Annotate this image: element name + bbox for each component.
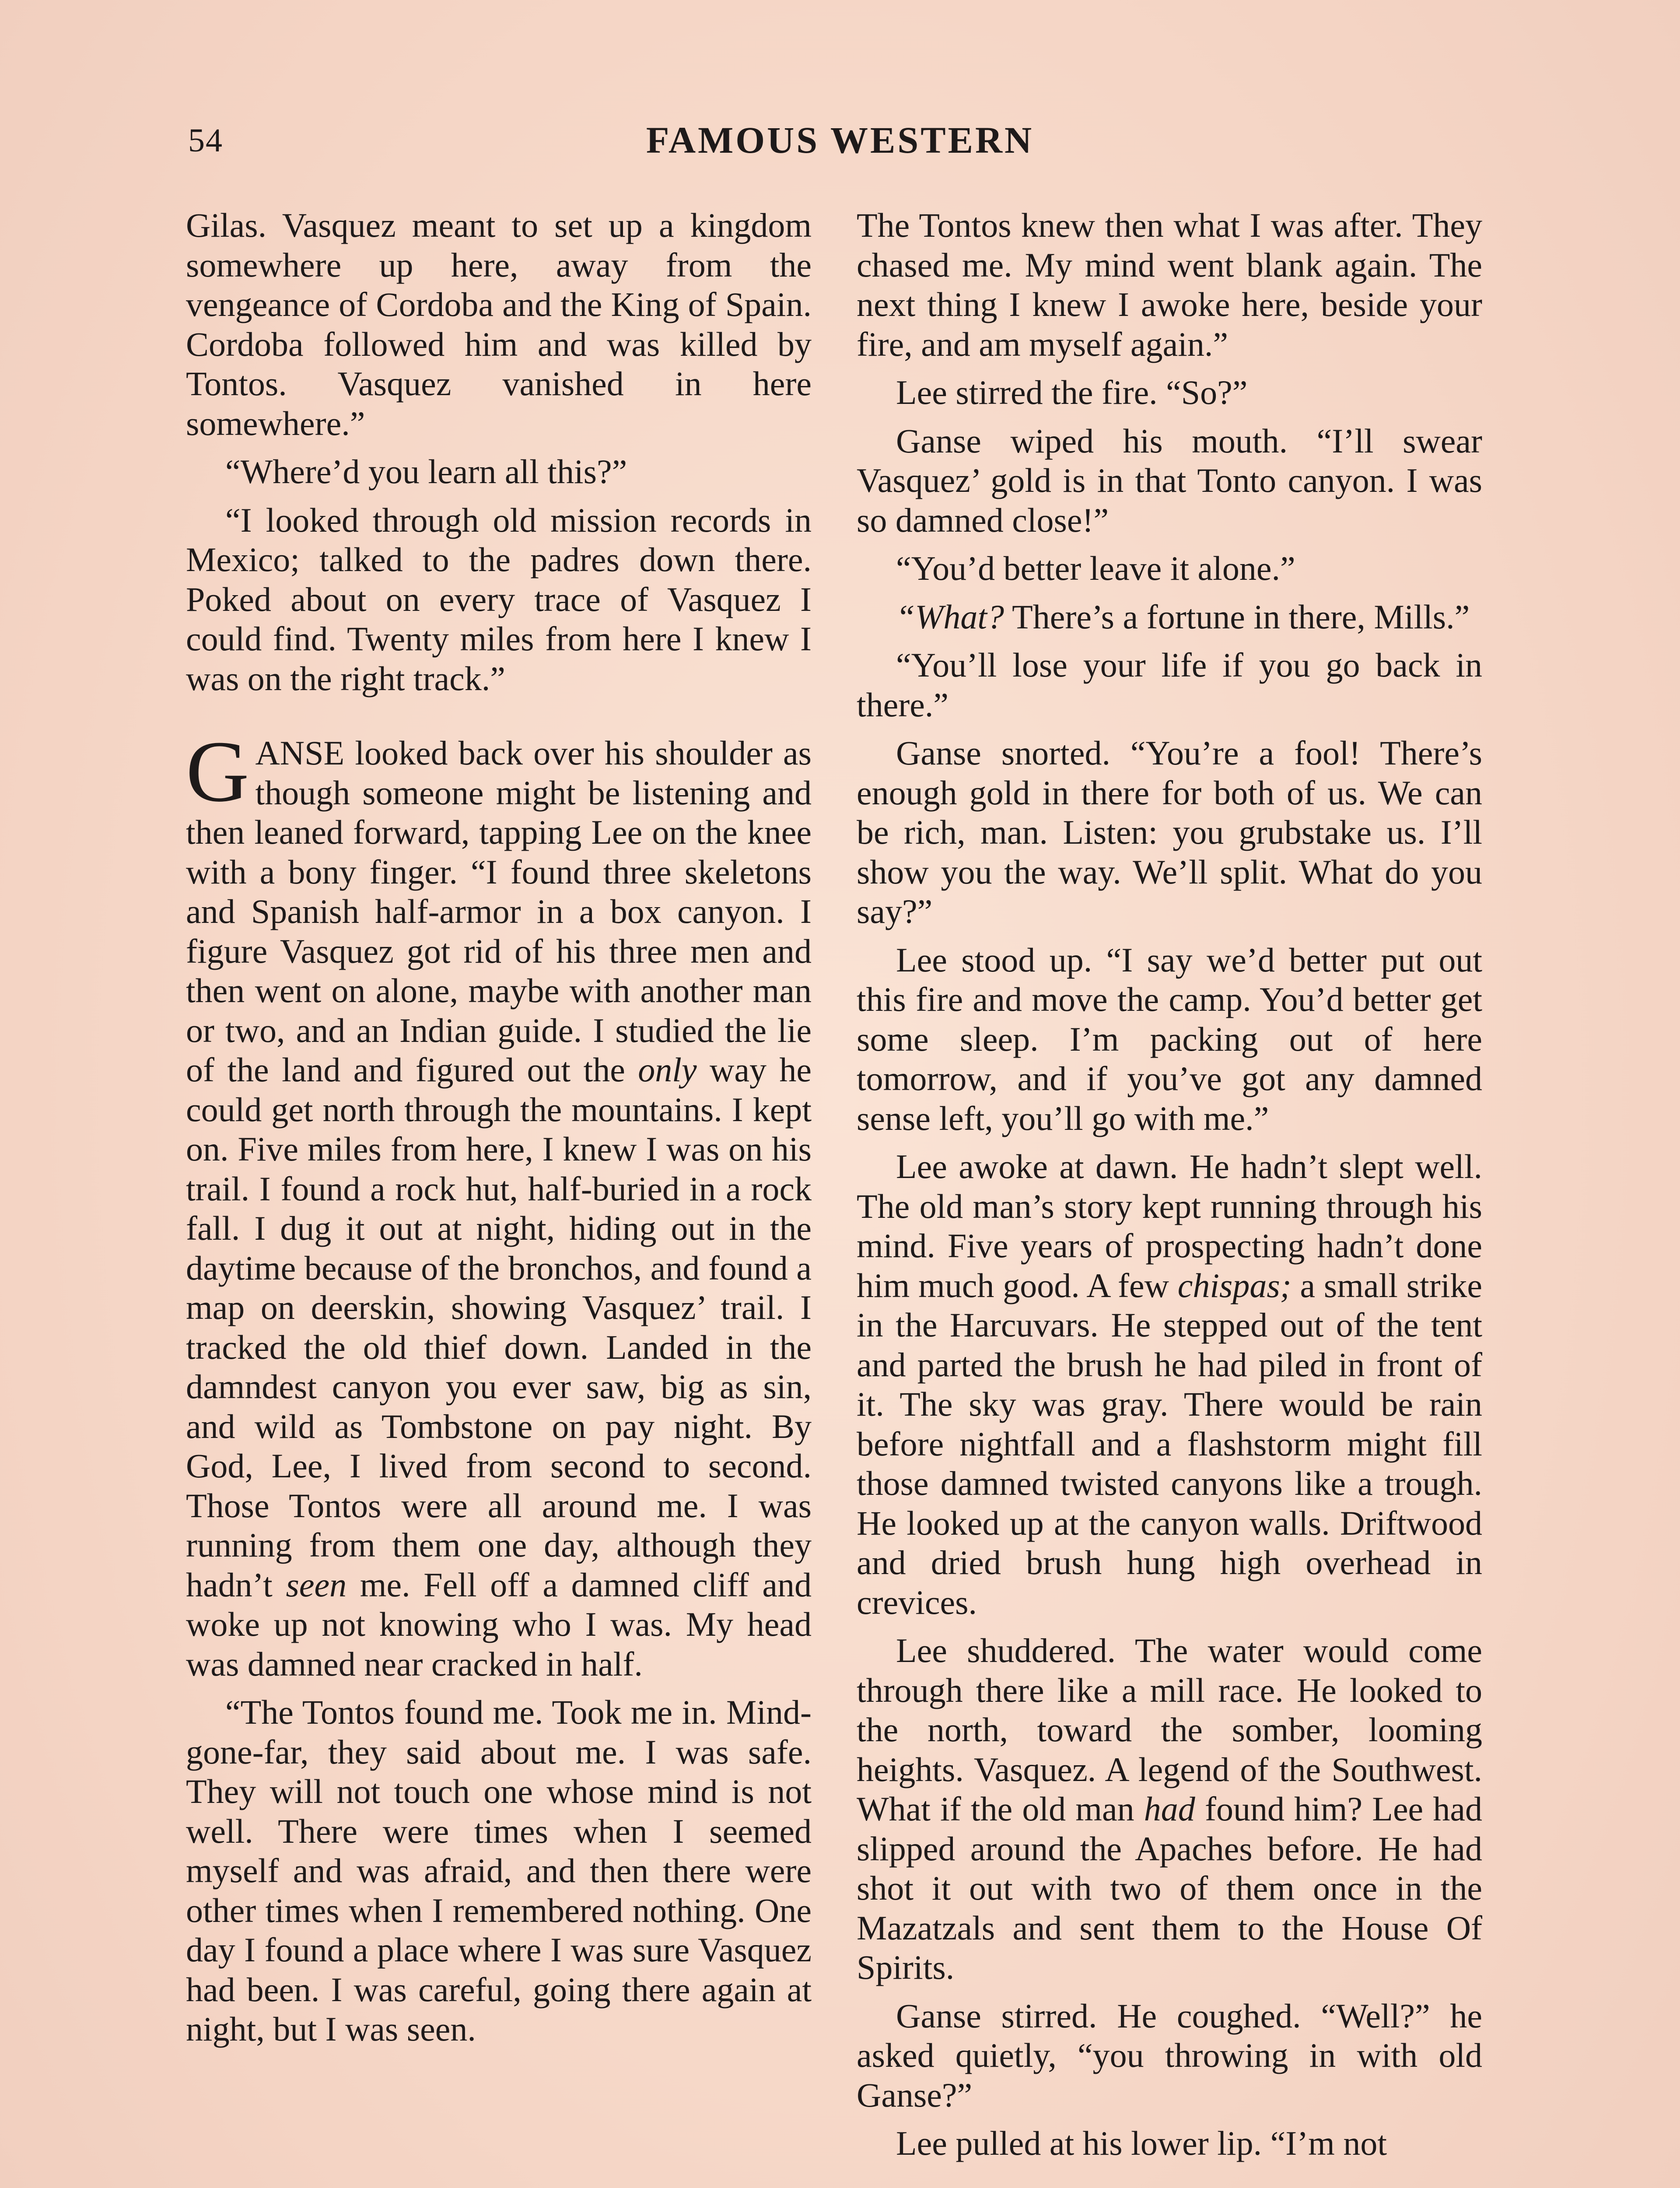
paragraph: [857, 1147, 1482, 1622]
text-run: There’s a fortune in there, Mills.”: [1004, 597, 1470, 636]
emphasis: chispas;: [1177, 1266, 1292, 1304]
drop-cap: G: [186, 723, 249, 820]
text-run: a small strike in the Harcuvars. He stepped out of the tent and parted the brush he had piled in front of it. The sky was gray. There would be rain before nightfall and a flashstorm might fill those damned twisted canyons like a trough. He looked up at the canyon walls. Driftwood and dried brush hung high overhead in crevices.: [857, 1266, 1482, 1621]
paragraph: Ganse snorted. “You’re a fool! There’s enough gold in there for both of us. We can be rich, man. Listen: you grubstake us. I’ll show you the way. We’ll split. What do you say?”: [857, 734, 1482, 930]
paragraph: “Where’d you learn all this?”: [225, 452, 627, 491]
right-column: [857, 206, 1482, 2172]
emphasis: had: [1144, 1790, 1195, 1828]
paragraph: Gilas. Vasquez meant to set up a kingdom somewhere up here, away from the vengeance of Cordoba and the King of Spain. Cordoba followed him and was killed by Tontos. Vasquez vanished in here somewhere.”: [186, 206, 812, 442]
paragraph: Lee stood up. “I say we’d better put out this fire and move the camp. You’d better get some sleep. I’m packing out of here tomorrow, and if you’ve got any damned sense left, you’ll go with me.”: [857, 940, 1482, 1137]
text-run: looked back over his shoulder as though someone might be listening and then leaned forward, tapping Lee on the knee with a bony finger. “I found three skeletons and Spanish half-armor in a box canyon. I figure Vasquez got rid of his three men and then went on alone, maybe with another man or two, and an Indian guide. I studied the lie of the land and figured out the: [186, 734, 812, 1089]
text-run: way he could get north through the mountains. I kept on. Five miles from here, I knew I was on his trail. I found a rock hut, half-buried in a rock fall. I dug it out at night, hiding out in the daytime because of the bronchos, and found a map on deerskin, showing Vasquez’ trail. I tracked the old thief down. Landed in the damndest canyon you ever saw, big as sin, and wild as Tombstone on pay night. By God, Lee, I lived from second to second. Those Tontos were all around me. I was running from them one day, although they hadn’t: [186, 1051, 812, 1604]
text-run: Lee shuddered. The water would come through there like a mill race. He looked to the north, toward the somber, looming heights. Vasquez. A legend of the Southwest. What if the old man: [857, 1631, 1482, 1828]
left-column: [186, 206, 812, 2058]
page-number: 54: [188, 122, 223, 159]
running-head: FAMOUS WESTERN: [646, 119, 1034, 161]
paragraph: Ganse wiped his mouth. “I’ll swear Vasquez’ gold is in that Tonto canyon. I was so damned close!”: [857, 421, 1482, 539]
paragraph: Lee stirred the fire. “So?”: [896, 373, 1248, 411]
text-run: found him? Lee had slipped around the Apaches before. He had shot it out with two of them once in the Mazatzals and sent them to the House Of Spirits.: [857, 1790, 1482, 1986]
paragraph: Lee pulled at his lower lip. “I’m not: [896, 2124, 1387, 2162]
paragraph: The Tontos knew then what I was after. They chased me. My mind went blank again. The next thing I knew I awoke here, beside your fire, and am myself again.”: [857, 206, 1482, 363]
text-run: me. Fell off a damned cliff and woke up not knowing who I was. My head was damned near cracked in half.: [186, 1565, 812, 1683]
paragraph: “I looked through old mission records in Mexico; talked to the padres down there. Poked about on every trace of Vasquez I could find. Twenty miles from here I knew I was on the right track.”: [186, 501, 812, 698]
paragraph: [857, 597, 1482, 637]
text-run: Lee awoke at dawn. He hadn’t slept well. The old man’s story kept running through his mind. Five years of prospecting hadn’t done him much good. A few: [857, 1147, 1482, 1304]
emphasis: “What?: [896, 597, 1004, 636]
section-paragraph: [186, 723, 812, 1684]
paragraph: “You’d better leave it alone.”: [896, 549, 1295, 587]
paragraph: “The Tontos found me. Took me in. Mind-gone-far, they said about me. I was safe. They will not touch one whose mind is not well. There were times when I seemed myself and was afraid, and then there were other times when I remembered nothing. One day I found a place where I was sure Vasquez had been. I was careful, going there again at night, but I was seen.: [186, 1693, 812, 2048]
paragraph: [857, 1631, 1482, 1988]
lead-word: ANSE: [255, 734, 345, 772]
paragraph: Ganse stirred. He coughed. “Well?” he asked quietly, “you throwing in with old Ganse?”: [857, 1996, 1482, 2114]
emphasis: seen: [286, 1565, 347, 1604]
emphasis: only: [638, 1051, 697, 1089]
paragraph: “You’ll lose your life if you go back in there.”: [857, 646, 1482, 724]
